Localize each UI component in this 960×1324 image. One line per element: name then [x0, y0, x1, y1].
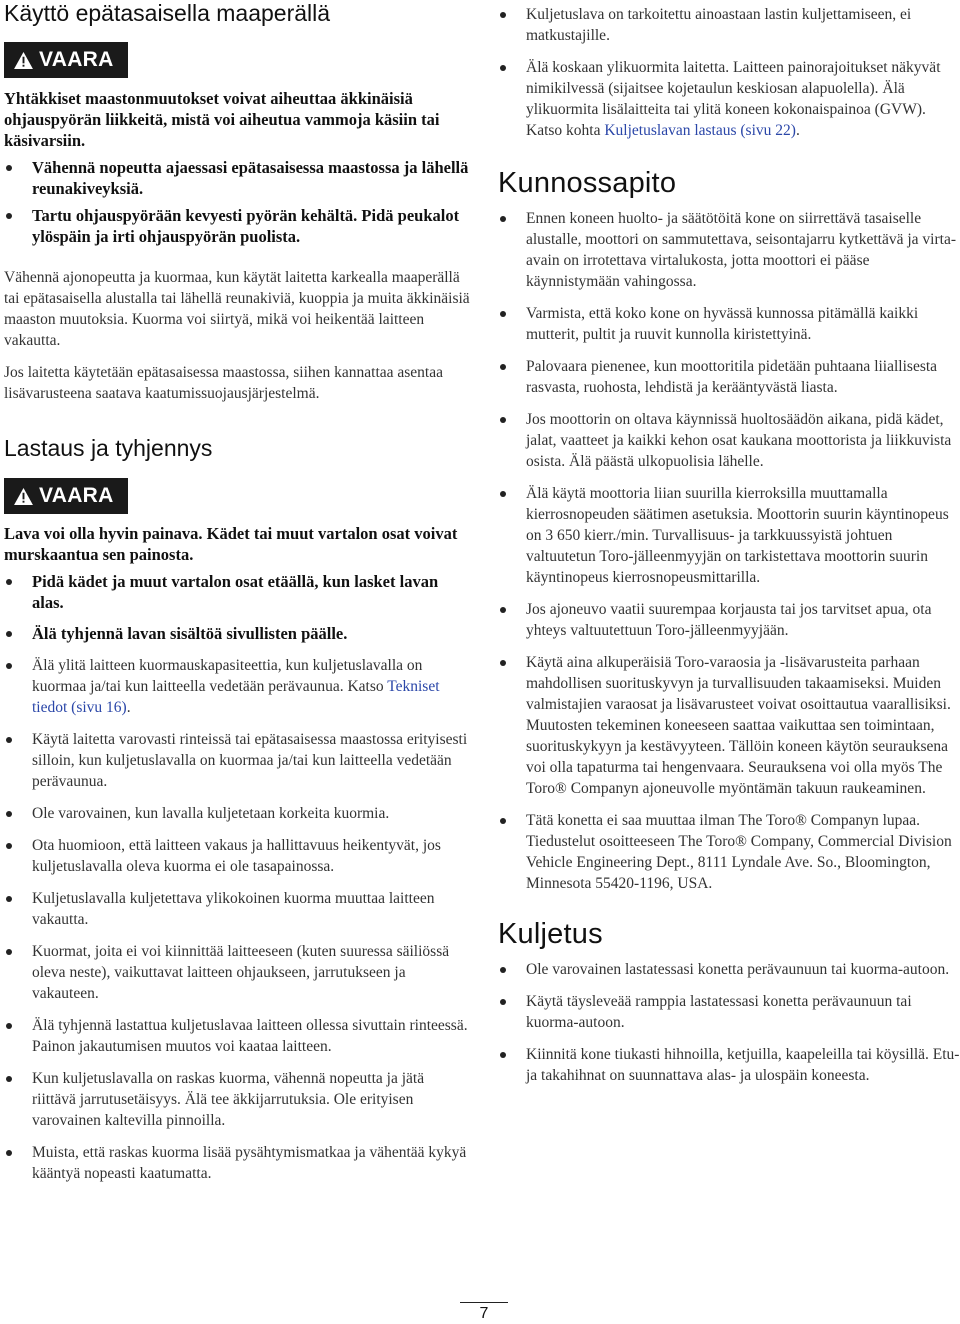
warning-item: Pidä kädet ja muut vartalon osat etäällä, kun lasket lavan alas. [4, 571, 470, 613]
list-item: Palovaara pienenee, kun moottoritila pidetään puhtaana liiallisesta rasvasta, ruohosta, lehdistä ja kerääntyvästä liasta. [498, 356, 960, 398]
bullet-list [498, 4, 960, 141]
list-item: Älä koskaan ylikuormita laitetta. Laitteen painorajoitukset näkyvät nimikilvessä (sijaitsee kojetaulun keskiosan alapuolella). Älä ylikuormita lisälaitteita tai ylitä koneen kokonaispainoa (GVW). Katso kohta Kuljetuslavan lastaus (sivu 22). [498, 57, 960, 141]
list-item: Muista, että raskas kuorma lisää pysähtymismatkaa ja vähentää kykyä kääntyä nopeasti kaatumatta. [4, 1142, 470, 1184]
link-loading-bed[interactable]: Kuljetuslavan lastaus (sivu 22) [604, 122, 796, 139]
right-column [498, 4, 960, 1086]
section-title-uneven-terrain: Käyttö epätasaisella maaperällä [4, 0, 331, 26]
danger-box [4, 42, 470, 78]
list-item: Varmista, että koko kone on hyvässä kunnossa pitämällä kaikki mutterit, pultit ja ruuvit kunnolla kiristettyinä. [498, 303, 960, 345]
section-title-maintenance: Kunnossapito [498, 167, 677, 199]
list-item: Kiinnitä kone tiukasti hihnoilla, ketjuilla, kaapeleilla tai köysillä. Etu- ja takahihnat on suunnattava alas- ja ulospäin koneesta. [498, 1044, 960, 1086]
list-item: Käytä aina alkuperäisiä Toro-varaosia ja -lisävarusteita parhaan mahdollisen suorituskyvyn ja turvallisuuden takaamiseksi. Muiden valmistajien varaosat ja lisävarusteet voivat osoittautua vaarallisiksi. Muutosten tekeminen koneeseen saattaa vaikuttaa sen toimintaan, suorituskykyyn ja kestävyyteen. Tällöin koneen käytön seurauksena voi olla tapaturma tai hengenvaara. Seurauksena voi olla myös The Toro® Companyn ajoneuvolle myöntämän takuun raukeaminen. [498, 652, 960, 799]
warning-item: Tartu ohjauspyörään kevyesti pyörän kehältä. Pidä peukalot ylöspäin ja irti ohjauspyörän puolista. [4, 205, 470, 247]
list-item: Kuljetuslavalla kuljetettava ylikokoinen kuorma muuttaa laitteen vakautta. [4, 888, 470, 930]
warning-lead: Lava voi olla hyvin painava. Kädet tai muut vartalon osat voivat murskaantua sen painosta. [4, 524, 458, 564]
section-title-transport: Kuljetus [498, 918, 603, 950]
warning-lead: Yhtäkkiset maastonmuutokset voivat aiheuttaa äkkinäisiä ohjauspyörän liikkeitä, mistä voi aiheutua vammoja käsiin tai käsivarsiin. [4, 89, 440, 150]
list-item: Kuormat, joita ei voi kiinnittää laitteeseen (kuten suuressa säiliössä oleva neste), vaikuttavat laitteen ohjaukseen, jarrutukseen ja vakauteen. [4, 941, 470, 1004]
list-item: Kuljetuslava on tarkoitettu ainoastaan lastin kuljettamiseen, ei matkustajille. [498, 4, 960, 46]
list-item: Käytä laitetta varovasti rinteissä tai epätasaisessa maastossa erityisesti silloin, kun kuljetuslavalla on kuormaa ja/tai kun laitteella vedetään perävaunua. [4, 729, 470, 792]
warning-item: Vähennä nopeutta ajaessasi epätasaisessa maastossa ja lähellä reunakiveyksiä. [4, 157, 470, 199]
paragraph: Jos laitetta käytetään epätasaisessa maastossa, siihen kannattaa asentaa lisävarusteena saatava kaatumissuojausjärjestelmä. [4, 364, 443, 402]
list-item: Kun kuljetuslavalla on raskas kuorma, vähennä nopeutta ja jätä riittävä jarrutusetäisyys. Älä tee äkkijarrutuksia. Ole erityisen varovainen kaltevilla pinnoilla. [4, 1068, 470, 1131]
list-item: Älä käytä moottoria liian suurilla kierroksilla muuttamalla kierrosnopeuden säätimen asetuksia. Moottorin suurin käyntinopeus on 3 650 kierr./min. Turvallisuus- ja tarkkuussyistä johtuen valtuutetun Toro-jälleenmyyjän on tarkistettava moottorin suurin käyntinopeus kierrosnopeusmittarilla. [498, 483, 960, 588]
warning-list [4, 571, 470, 644]
page-number-rule [460, 1302, 508, 1303]
danger-label: VAARA [4, 42, 128, 78]
bullet-list [498, 959, 960, 1086]
danger-label: VAARA [4, 478, 128, 514]
section-title-loading: Lastaus ja tyhjennys [4, 435, 213, 461]
paragraph: Vähennä ajonopeutta ja kuormaa, kun käytät laitetta karkealla maaperällä tai epätasaisella alustalla tai lähellä reunakiviä, kuoppia ja muita äkkinäisiä maaston muutoksia. Kuorma voi siirtyä, mikä voi heikentää laitteen vakautta. [4, 269, 470, 349]
warning-triangle-icon [14, 52, 33, 69]
list-item: Jos moottorin on oltava käynnissä huoltosäädön aikana, pidä kädet, jalat, vaatteet ja kaikki kehon osat kaukana moottorista ja liikkuvista osista. Älä päästä ulkopuolisia lähelle. [498, 409, 960, 472]
warning-triangle-icon [14, 488, 33, 505]
list-item: Jos ajoneuvo vaatii suurempaa korjausta tai jos tarvitset apua, ota yhteys valtuutettuun Toro-jälleenmyyjään. [498, 599, 960, 641]
bullet-list [498, 208, 960, 894]
bullet-list [4, 655, 470, 1184]
list-item: Älä ylitä laitteen kuormauskapasiteettia, kun kuljetuslavalla on kuormaa ja/tai kun laitteella vedetään perävaunua. Katso Tekniset tiedot (sivu 16). [4, 655, 470, 718]
link-technical-data[interactable]: Tekniset tiedot (sivu 16) [32, 678, 440, 716]
warning-list [4, 157, 470, 247]
list-item: Ole varovainen, kun lavalla kuljetetaan korkeita kuormia. [4, 803, 470, 824]
list-item: Ole varovainen lastatessasi konetta perävaunuun tai kuorma-autoon. [498, 959, 960, 980]
list-item: Ennen koneen huolto- ja säätötöitä kone on siirrettävä tasaiselle alustalle, moottori on sammutettava, seisontajarru kytkettävä ja virta-avain on irrotettava virtalukosta, jotta moottori ei pääse käynnistymään vahingossa. [498, 208, 960, 292]
list-item: Tätä konetta ei saa muuttaa ilman The Toro® Companyn lupaa. Tiedustelut osoitteeseen The Toro® Company, Commercial Division Vehicle Engineering Dept., 8111 Lyndale Ave. So., Bloomington, Minnesota 55420-1196, USA. [498, 810, 960, 894]
left-column [4, 0, 470, 1184]
danger-box [4, 478, 470, 514]
warning-item: Älä tyhjennä lavan sisältöä sivullisten päälle. [4, 623, 470, 644]
page-number: 7 [479, 1305, 489, 1322]
list-item: Käytä täysleveää ramppia lastatessasi konetta perävaunuun tai kuorma-autoon. [498, 991, 960, 1033]
list-item: Ota huomioon, että laitteen vakaus ja hallittavuus heikentyvät, jos kuljetuslavalla oleva kuorma ei ole tasapainossa. [4, 835, 470, 877]
list-item: Älä tyhjennä lastattua kuljetuslavaa laitteen ollessa sivuttain rinteessä. Painon jakautumisen muutos voi kaataa laitteen. [4, 1015, 470, 1057]
